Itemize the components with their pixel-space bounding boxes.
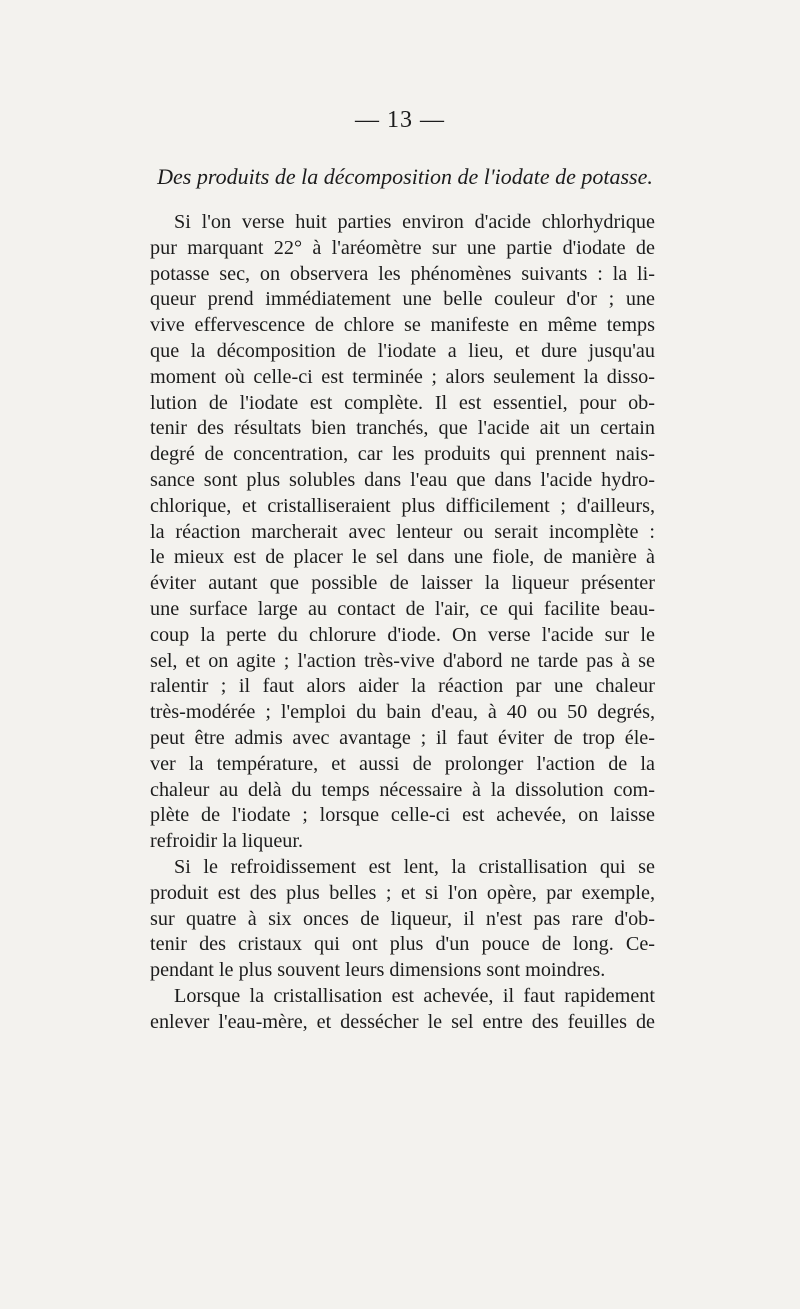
text-line: tenir des résultats bien tranchés, que l'acide ait un certain	[150, 417, 655, 440]
text-line: potasse sec, on observera les phénomènes suivants : la li-	[150, 262, 655, 285]
text-line: ralentir ; il faut alors aider la réaction par une chaleur	[150, 675, 655, 698]
text-line: refroidir la liqueur.	[150, 830, 304, 853]
text-line: tenir des cristaux qui ont plus d'un pouce de long. Ce-	[150, 933, 655, 956]
text-line: pur marquant 22° à l'aréomètre sur une partie d'iodate de	[150, 236, 655, 259]
text-line: plète de l'iodate ; lorsque celle-ci est achevée, on laisse	[150, 804, 655, 827]
text-line: peut être admis avec avantage ; il faut éviter de trop éle-	[150, 726, 655, 749]
page-number: — 13 —	[355, 107, 445, 133]
text-line: enlever l'eau-mère, et dessécher le sel entre des feuilles de	[150, 1010, 655, 1033]
text-line: produit est des plus belles ; et si l'on opère, par exemple,	[150, 881, 655, 904]
text-line: sur quatre à six onces de liqueur, il n'est pas rare d'ob-	[150, 907, 655, 930]
text-line: vive effervescence de chlore se manifeste en même temps	[150, 314, 655, 337]
section-title: Des produits de la décomposition de l'iodate de potasse.	[157, 164, 653, 189]
text-line: Si l'on verse huit parties environ d'acide chlorhydrique	[174, 211, 655, 233]
text-line: sance sont plus solubles dans l'eau que dans l'acide hydro-	[150, 468, 655, 491]
text-line: Lorsque la cristallisation est achevée, il faut rapidement	[174, 984, 655, 1007]
text-line: coup la perte du chlorure d'iode. On verse l'acide sur le	[150, 623, 655, 646]
text-line: pendant le plus souvent leurs dimensions sont moindres.	[150, 959, 606, 982]
text-line: très-modérée ; l'emploi du bain d'eau, à 40 ou 50 degrés,	[150, 701, 655, 724]
text-line: Si le refroidissement est lent, la cristallisation qui se	[174, 855, 655, 878]
text-line: une surface large au contact de l'air, ce qui facilite beau-	[150, 597, 655, 620]
text-line: sel, et on agite ; l'action très-vive d'abord ne tarde pas à se	[150, 649, 655, 672]
text-line: ver la température, et aussi de prolonger l'action de la	[150, 752, 655, 775]
text-line: queur prend immédiatement une belle couleur d'or ; une	[150, 288, 655, 311]
text-line: éviter autant que possible de laisser la liqueur présenter	[150, 572, 655, 595]
text-line: chaleur au delà du temps nécessaire à la dissolution com-	[150, 778, 655, 801]
text-line: le mieux est de placer le sel dans une fiole, de manière à	[150, 546, 655, 569]
text-line: la réaction marcherait avec lenteur ou serait incomplète :	[150, 520, 655, 543]
text-line: degré de concentration, car les produits qui prennent nais-	[150, 443, 655, 466]
body-text	[150, 210, 655, 1036]
text-line: moment où celle-ci est terminée ; alors seulement la disso-	[150, 365, 655, 388]
text-line: chlorique, et cristalliseraient plus difficilement ; d'ailleurs,	[150, 494, 655, 517]
text-line: que la décomposition de l'iodate a lieu, et dure jusqu'au	[150, 339, 655, 362]
text-line: lution de l'iodate est complète. Il est essentiel, pour ob-	[150, 391, 655, 414]
